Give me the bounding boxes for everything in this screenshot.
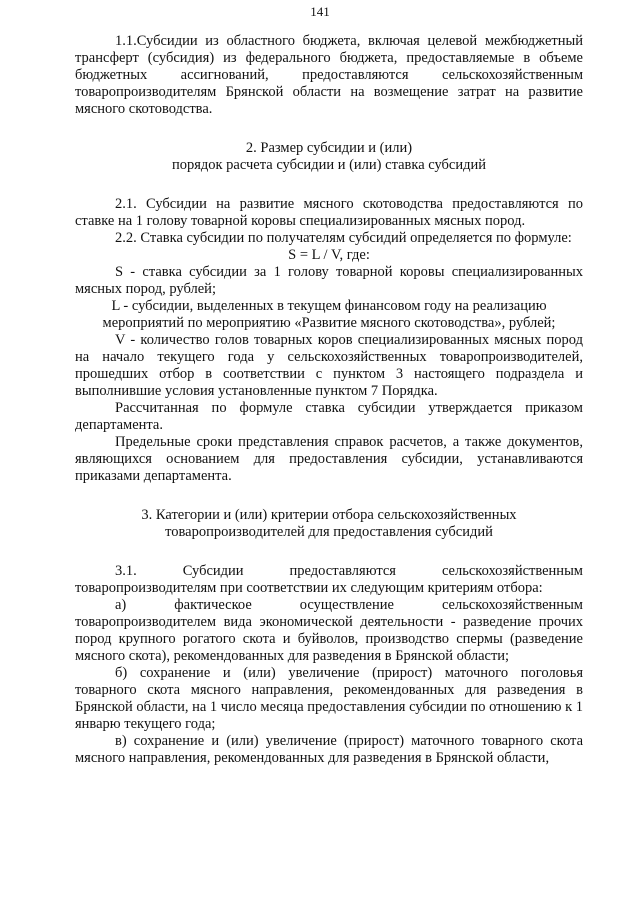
paragraph-rate-approval: Рассчитанная по формуле ставка субсидии утверждается приказом департамента. — [75, 400, 583, 433]
section-2-heading-line-1: 2. Размер субсидии и (или) — [245, 140, 413, 156]
paragraph-3-1: 3.1. Субсидии предоставляются сельскохозяйственным товаропроизводителям при соответствии их следующим критериям отбора: — [75, 563, 583, 596]
paragraph-2-1: 2.1. Субсидии на развитие мясного скотоводства предоставляются по ставке на 1 голову товарной коровы специализированных мясных пород. — [75, 196, 583, 229]
definition-v: V - количество голов товарных коров специализированных мясных пород на начало текущего года у сельскохозяйственных товаропроизводителей, прошедших отбор в соответствии с пунктом 3 настоящего подраздела и выполнившие условия установленные пунктом 7 Порядка. — [75, 332, 583, 399]
criterion-a: а) фактическое осуществление сельскохозяйственным товаропроизводителем вида экономической деятельности - разведение прочих пород крупного рогатого скота и буйволов, производство спермы (разведение мясного скота), рекомендованных для разведения в Брянской области; — [75, 597, 583, 664]
paragraph-1-1: 1.1.Субсидии из областного бюджета, включая целевой межбюджетный трансферт (субсидия) из федерального бюджета, предоставляемые в объеме бюджетных ассигнований, предоставляются сельскохозяйственным товаропроизводителям Брянской области на возмещение затрат на развитие мясного скотоводства. — [75, 33, 583, 117]
section-3-heading-line-1: 3. Категории и (или) критерии отбора сельскохозяйственных — [141, 507, 517, 523]
section-3-heading-line-2: товаропроизводителей для предоставления субсидий — [165, 524, 493, 540]
definition-s: S - ставка субсидии за 1 голову товарной коровы специализированных мясных пород, рублей; — [75, 264, 583, 297]
page-number: 141 — [310, 4, 330, 19]
definition-l: L - субсидии, выделенных в текущем финансовом году на реализацию мероприятий по мероприятию «Развитие мясного скотоводства», рублей; — [102, 298, 556, 331]
criterion-v: в) сохранение и (или) увеличение (прирост) маточного товарного скота мясного направления, рекомендованных для разведения в Брянской области, — [75, 733, 583, 766]
paragraph-2-2: 2.2. Ставка субсидии по получателям субсидий определяется по формуле: — [115, 230, 572, 246]
document-body — [75, 33, 583, 767]
paragraph-deadlines: Предельные сроки представления справок расчетов, а также документов, являющихся основанием для предоставления субсидии, устанавливаются приказами департамента. — [75, 434, 583, 484]
formula: S = L / V, где: — [288, 247, 370, 263]
section-2-heading-line-2: порядок расчета субсидии и (или) ставка субсидий — [171, 157, 487, 173]
criterion-b: б) сохранение и (или) увеличение (прирост) маточного поголовья товарного скота мясного направления, рекомендованных для разведения в Брянской области, на 1 число месяца предоставления субсидии по отношению к 1 январю текущего года; — [75, 665, 584, 732]
